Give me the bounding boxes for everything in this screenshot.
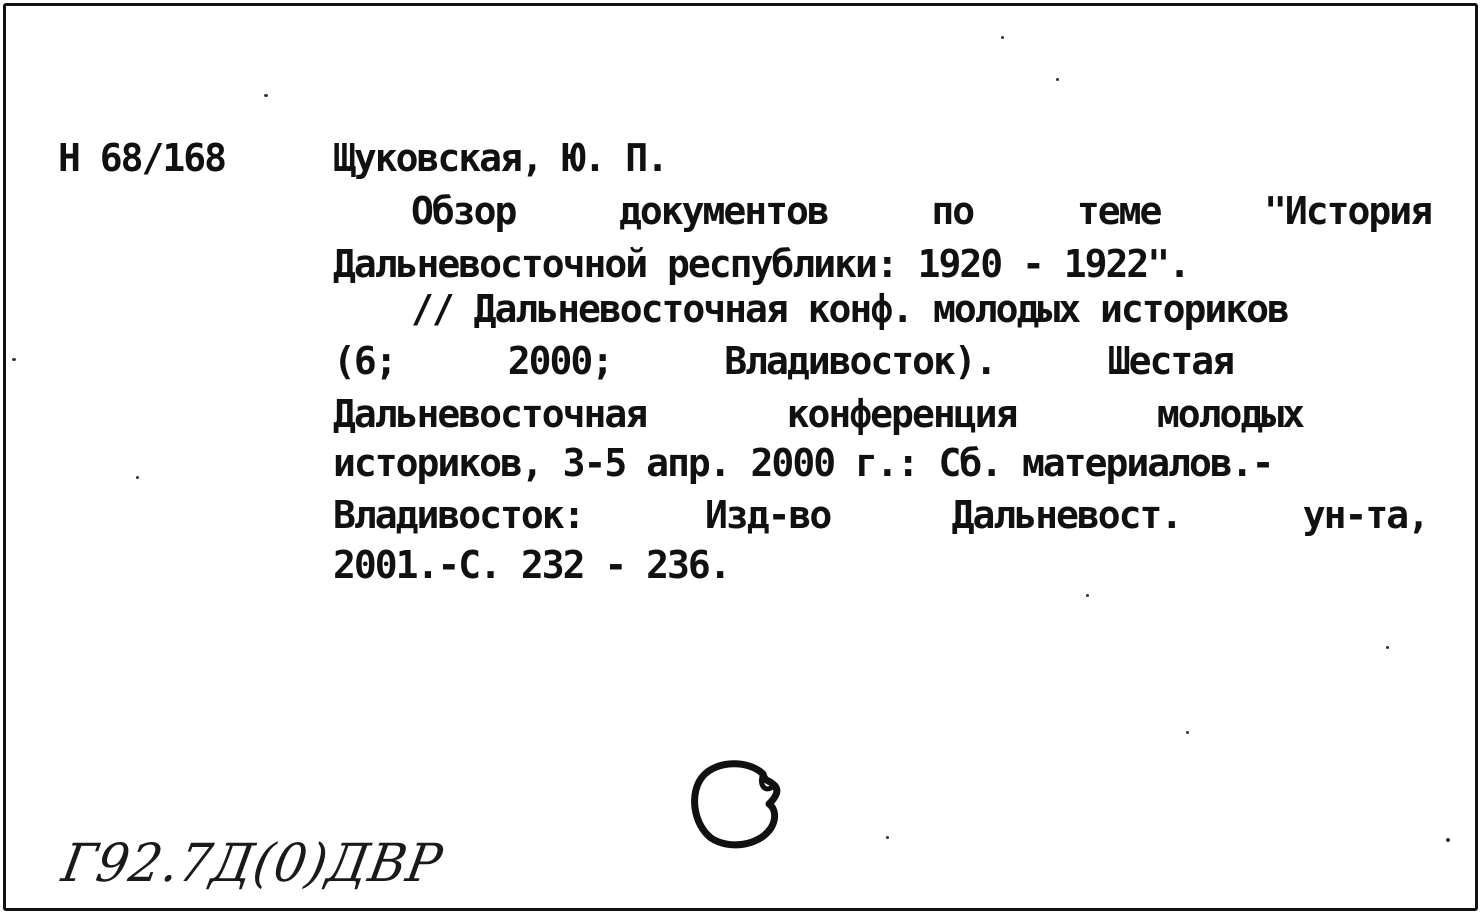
handwritten-classification: Г92.7Д(0)ДВР (57, 832, 448, 894)
source-word: ун-та, (1302, 493, 1428, 537)
source-word: Дальневост. (951, 493, 1182, 537)
speck (1446, 838, 1450, 842)
source-word: Владивосток). (724, 339, 996, 383)
punch-hole (689, 758, 785, 850)
source-line-5 (333, 493, 1428, 537)
title-line-2: Дальневосточной республики: 1920 - 1922". (333, 242, 1189, 286)
title-word: теме (1076, 189, 1161, 233)
source-line-2 (333, 339, 1233, 383)
title-word: по (931, 189, 974, 233)
author: Щуковская, Ю. П. (333, 136, 668, 180)
speck (1056, 78, 1059, 81)
catalog-card (3, 3, 1478, 911)
source-line-4: историков, 3-5 апр. 2000 г.: Сб. материалов.- (333, 441, 1273, 485)
source-line-3 (333, 392, 1303, 436)
title-word: документов (619, 189, 828, 233)
speck (264, 94, 268, 97)
source-word: Владивосток: (333, 493, 584, 537)
title-line-1 (411, 189, 1431, 233)
speck (886, 836, 889, 839)
shelfmark: Н 68/168 (58, 136, 226, 180)
source-word: (6; (333, 339, 396, 383)
source-line-1: // Дальневосточная конф. молодых историков (411, 287, 1288, 331)
source-word: Дальневосточная (333, 392, 647, 436)
speck (1086, 594, 1089, 597)
speck (1001, 36, 1004, 39)
source-word: Изд-во (704, 493, 831, 537)
source-word: Шестая (1107, 339, 1233, 383)
source-line-6: 2001.-С. 232 - 236. (333, 543, 730, 587)
speck (12, 358, 16, 361)
source-word: конференция (786, 392, 1017, 436)
source-word: молодых (1156, 392, 1303, 436)
title-word: "История (1263, 189, 1431, 233)
speck (1186, 731, 1189, 734)
source-word: 2000; (507, 339, 613, 383)
speck (1386, 646, 1389, 649)
speck (136, 476, 139, 479)
title-word: Обзор (411, 189, 516, 233)
